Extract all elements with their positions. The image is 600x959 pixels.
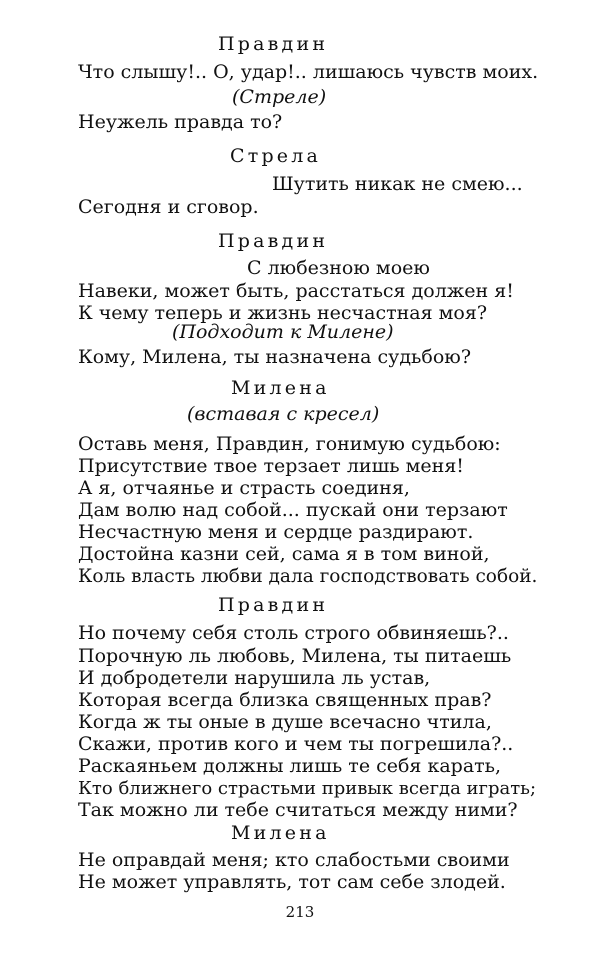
verse-line: Дам волю над собой... пускай они терзают: [78, 499, 508, 521]
speaker-name: Милена: [231, 377, 330, 399]
verse-line: Раскаяньем должны лишь те себя карать,: [78, 755, 502, 777]
verse-line: Не оправдай меня; кто слабостьми своими: [78, 849, 510, 871]
verse-line: Несчастную меня и сердце раздирают.: [78, 521, 474, 543]
verse-line: Присутствие твое терзает лишь меня!: [78, 455, 464, 477]
stage-direction: (Подходит к Милене): [172, 321, 394, 343]
verse-line: И добродетели нарушила ль устав,: [78, 667, 431, 689]
verse-line: К чему теперь и жизнь несчастная моя?: [78, 302, 488, 324]
verse-line: Так можно ли тебе считаться между ними?: [78, 799, 518, 821]
verse-line: А я, отчаянье и страсть соединя,: [78, 477, 410, 499]
speaker-name: Милена: [231, 822, 330, 844]
verse-line: С любезною моею: [247, 257, 430, 279]
verse-line: Когда ж ты оные в душе всечасно чтила,: [78, 711, 492, 733]
verse-line: Достойна казни сей, сама я в том виной,: [78, 543, 490, 565]
verse-line: Оставь меня, Правдин, гонимую судьбою:: [78, 433, 501, 455]
page-number: 213: [285, 903, 315, 921]
verse-line: Коль власть любви дала господствовать собой.: [78, 566, 538, 587]
verse-line: Что слышу!.. О, удар!.. лишаюсь чувств моих.: [78, 61, 539, 83]
verse-line: Порочную ль любовь, Милена, ты питаешь: [78, 645, 512, 667]
verse-line: Сегодня и сговор.: [78, 196, 259, 218]
verse-line: Шутить никак не смею...: [272, 173, 523, 195]
verse-line: Но почему себя столь строго обвиняешь?..: [78, 622, 509, 644]
stage-direction: (вставая с кресел): [187, 403, 380, 425]
speaker-name: Стрела: [230, 145, 322, 167]
verse-line: Скажи, против кого и чем ты погрешила?..: [78, 733, 514, 755]
verse-line: Навеки, может быть, расстаться должен я!: [78, 280, 514, 302]
verse-line: Кому, Милена, ты назначена судьбою?: [78, 346, 472, 368]
speaker-name: Правдин: [218, 33, 329, 55]
speaker-name: Правдин: [218, 230, 329, 252]
verse-line: Которая всегда близка священных прав?: [78, 689, 492, 711]
verse-line: Неужель правда то?: [78, 111, 283, 133]
stage-direction: (Стреле): [232, 86, 327, 108]
verse-line: Кто ближнего страстьми привык всегда играть;: [78, 778, 537, 799]
verse-line: Не может управлять, тот сам себе злодей.: [78, 871, 506, 893]
speaker-name: Правдин: [218, 594, 329, 616]
